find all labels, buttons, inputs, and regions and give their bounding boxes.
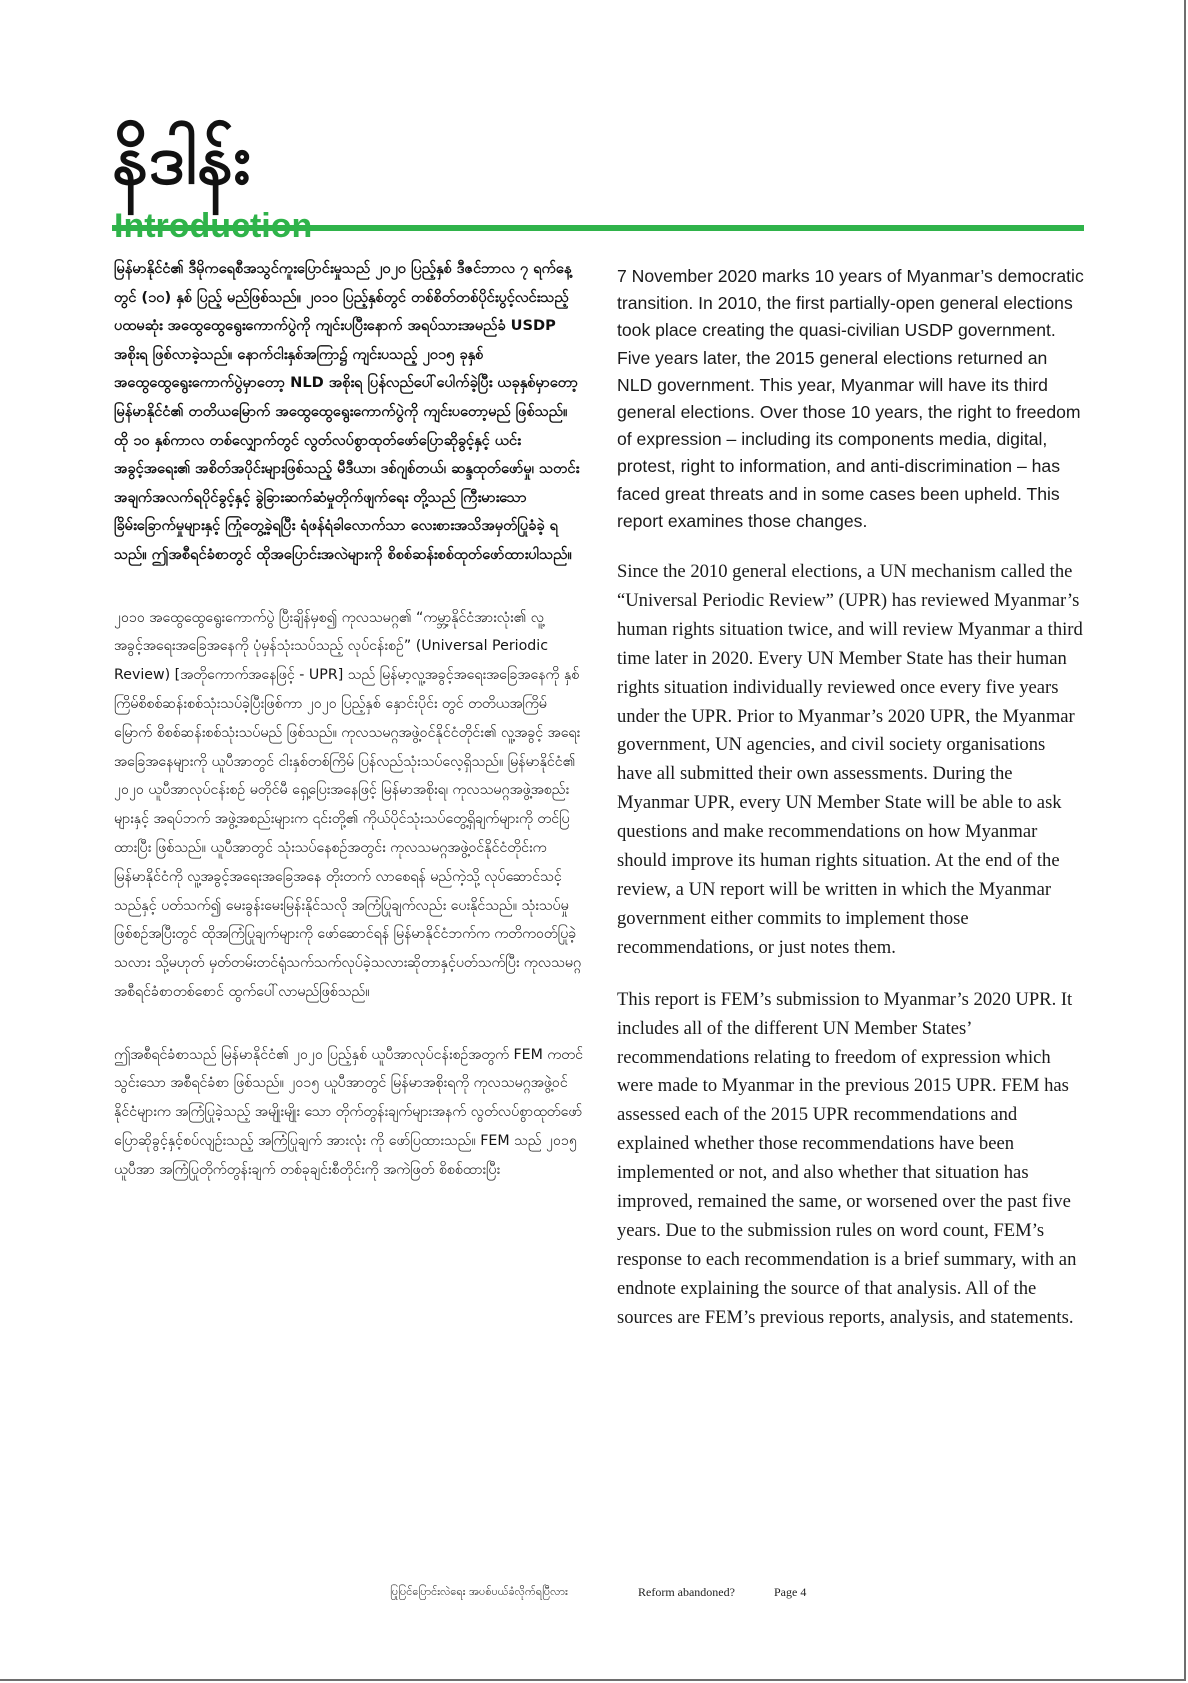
burmese-column — [114, 255, 584, 1185]
footer-burmese-title: ပြုပြင်ပြောင်းလဲရေး အပစ်ပယ်ခံလိုက်ရပြီလား — [390, 1585, 568, 1598]
title-divider — [112, 225, 1084, 231]
english-column — [617, 263, 1084, 1333]
english-lead-paragraph: 7 November 2020 marks 10 years of Myanmar’s democratic transition. In 2010, the first partially-open general elections took place creating the quasi-civilian USDP government. Five years later, the 2015 general elections returned an NLD government. This year, Myanmar will have its third general elections. Over those 10 years, the right to freedom of expression – including its components media, digital, protest, right to information, and anti-discrimination – has faced great threats and in some cases been upheld. This report examines those changes. — [617, 266, 1084, 531]
english-body-paragraph: This report is FEM’s submission to Myanmar’s 2020 UPR. It includes all of the different UN Member States’ recommendations relating to freedom of expression which were made to Myanmar in the previous 2015 UPR. FEM has assessed each of the 2015 UPR recommendations and explained whether those recommendations have been implemented or not, and also whether that situation has improved, remained the same, or worsened over the past five years. Due to the submission rules on word count, FEM’s response to each recommendation is a brief summary, with an endnote explaining the source of that analysis. All of the sources are FEM’s previous reports, analysis, and statements. — [617, 988, 1077, 1328]
burmese-body-paragraph: ဤအစီရင်ခံစာသည် မြန်မာနိုင်ငံ၏ ၂၀၂၀ ပြည့်နှစ် ယူပီအာလုပ်ငန်းစဉ်အတွက် FEM ကတင်သွင်းသော အစီရင်ခံစာ ဖြစ်သည်။ ၂၀၁၅ ယူပီအာတွင် မြန်မာအစိုးရကို ကုလသမဂ္ဂအဖွဲ့ဝင်နိုင်ငံများက အကြံပြုခဲ့သည့် အမျိုးမျိုး သော တိုက်တွန်းချက်များအနက် လွတ်လပ်စွာထုတ်ဖော်ပြောဆိုခွင့်နှင့်စပ်လျဉ်းသည့် အကြံပြုချက် အားလုံး ကို ဖော်ပြထားသည်။ FEM သည် ၂၀၁၅ ယူပီအာ အကြံပြုတိုက်တွန်းချက် တစ်ခုချင်းစီတိုင်းကို အကဲဖြတ် စိစစ်ထားပြီး — [114, 1046, 583, 1178]
burmese-lead-paragraph: မြန်မာနိုင်ငံ၏ ဒီမိုကရေစီအသွင်ကူးပြောင်းမှုသည် ၂၀၂၀ ပြည့်နှစ် ဒီဇင်ဘာလ ၇ ရက်နေ့တွင် (၁၀) နှစ် ပြည့် မည်ဖြစ်သည်။ ၂၀၁၀ ပြည့်နှစ်တွင် တစ်စိတ်တစ်ပိုင်းပွင့်လင်းသည့် ပထမဆုံး အထွေထွေရွေးကောက်ပွဲကို ကျင်းပပြီးနောက် အရပ်သားအမည်ခံ USDP အစိုးရ ဖြစ်လာခဲ့သည်။ နောက်ငါးနှစ်အကြာ၌ ကျင်းပသည့် ၂၀၁၅ ခုနှစ် အထွေထွေရွေးကောက်ပွဲမှာတော့ NLD အစိုးရ ပြန်လည်ပေါ်ပေါက်ခဲ့ပြီး ယခုနှစ်မှာတော့ မြန်မာနိုင်ငံ၏ တတိယမြောက် အထွေထွေရွေးကောက်ပွဲကို ကျင်းပတော့မည် ဖြစ်သည်။ ထို ၁၀ နှစ်ကာလ တစ်လျှောက်တွင် လွတ်လပ်စွာထုတ်ဖော်ပြောဆိုခွင့်နှင့် ယင်းအခွင့်အရေး၏ အစိတ်အပိုင်းများဖြစ်သည့် မီဒီယာ၊ ဒစ်ဂျစ်တယ်၊ ဆန္ဒထုတ်ဖော်မှု၊ သတင်းအချက်အလက်ရပိုင်ခွင့်နှင့် ခွဲခြားဆက်ဆံမှုတိုက်ဖျက်ရေး တို့သည် ကြီးမားသောခြိမ်းခြောက်မှုများနှင့် ကြုံတွေ့ခဲ့ရပြီး ရံဖန်ရံခါလောက်သာ လေးစားအသိအမှတ်ပြုခံခဲ့ ရသည်။ ဤအစီရင်ခံစာတွင် ထိုအပြောင်းအလဲများကို စိစစ်ဆန်းစစ်ထုတ်ဖော်ထားပါသည်။ — [114, 260, 580, 563]
page-title-burmese: နိဒါန်း — [112, 117, 251, 200]
footer-english-title: Reform abandoned? — [638, 1585, 735, 1599]
english-body-paragraph: Since the 2010 general elections, a UN mechanism called the “Universal Periodic Review” (UPR) has reviewed Myanmar’s human rights situation twice, and will review Myanmar a third time later in 2020. Every UN Member State has their human rights situation individually reviewed once every five years under the UPR. Prior to Myanmar’s 2020 UPR, the Myanmar government, UN agencies, and civil society organisations have all submitted their own assessments. During the Myanmar UPR, every UN Member State will be able to ask questions and make recommendations on how Myanmar should improve its human rights situation. At the end of the review, a UN report will be written in which the Myanmar government either commits to implement those recommendations, or just notes them. — [617, 561, 1083, 958]
page-number: Page 4 — [774, 1585, 807, 1599]
burmese-body-paragraph: ၂၀၁၀ အထွေထွေရွေးကောက်ပွဲ ပြီးချိန်မှစ၍ ကုလသမဂ္ဂ၏ “ကမ္ဘာ့နိုင်ငံအားလုံး၏ လူ့အခွင့်အရေးအခြေအနေကို ပုံမှန်သုံးသပ်သည့် လုပ်ငန်းစဉ်” (Universal Periodic Review) [အတိုကောက်အနေဖြင့် - UPR] သည် မြန်မာ့လူ့အခွင့်အရေးအခြေအနေကို နှစ်ကြိမ်စိစစ်ဆန်းစစ်သုံးသပ်ခဲ့ပြီးဖြစ်ကာ ၂၀၂၀ ပြည့်နှစ် နှောင်းပိုင်း တွင် တတိယအကြိမ်မြောက် စိစစ်ဆန်းစစ်သုံးသပ်မည် ဖြစ်သည်။ ကုလသမဂ္ဂအဖွဲ့ဝင်နိုင်ငံတိုင်း၏ လူ့အခွင့် အရေးအခြေအနေများကို ယူပီအာတွင် ငါးနှစ်တစ်ကြိမ် ပြန်လည်သုံးသပ်လေ့ရှိသည်။ မြန်မာနိုင်ငံ၏ ၂၀၂၀ ယူပီအာလုပ်ငန်းစဉ် မတိုင်မီ ရှေ့ပြေးအနေဖြင့် မြန်မာအစိုးရ၊ ကုလသမဂ္ဂအဖွဲ့အစည်းများနှင့် အရပ်ဘက် အဖွဲ့အစည်းများက ၎င်းတို့၏ ကိုယ်ပိုင်သုံးသပ်တွေ့ရှိချက်များကို တင်ပြထားပြီး ဖြစ်သည်။ ယူပီအာတွင် သုံးသပ်နေစဉ်အတွင်း ကုလသမဂ္ဂအဖွဲ့ဝင်နိုင်ငံတိုင်းက မြန်မာနိုင်ငံကို လူ့အခွင့်အရေးအခြေအနေ တိုးတက် လာစေရန် မည်ကဲ့သို့ လုပ်ဆောင်သင့်သည်နှင့် ပတ်သက်၍ မေးခွန်းမေးမြန်းနိုင်သလို အကြံပြုချက်လည်း ပေးနိုင်သည်။ သုံးသပ်မှုဖြစ်စဉ်အပြီးတွင် ထိုအကြံပြုချက်များကို ဖော်ဆောင်ရန် မြန်မာနိုင်ငံဘက်က ကတိကဝတ်ပြုခဲ့သလား သို့မဟုတ် မှတ်တမ်းတင်ရုံသက်သက်လုပ်ခဲ့သလားဆိုတာနှင့်ပတ်သက်ပြီး ကုလသမဂ္ဂ အစီရင်ခံစာတစ်စောင် ထွက်ပေါ်လာမည်ဖြစ်သည်။ — [114, 609, 582, 1000]
